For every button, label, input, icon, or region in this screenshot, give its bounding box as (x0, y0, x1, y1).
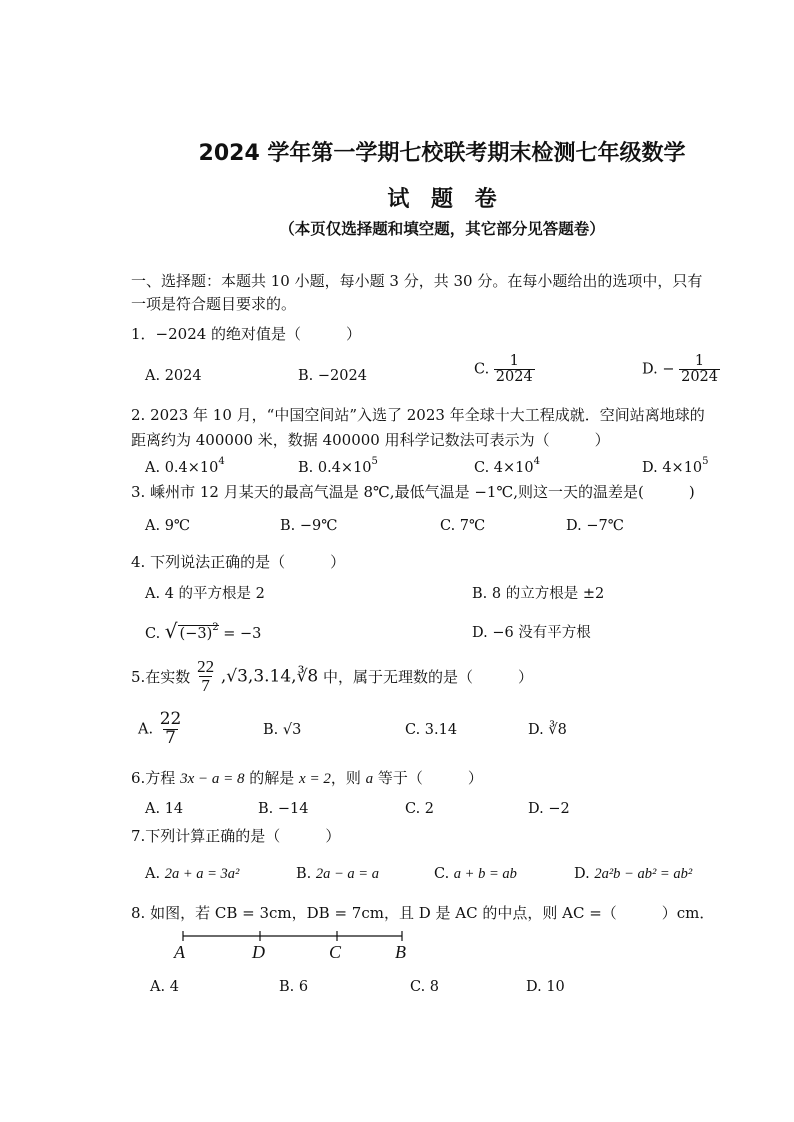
q5-suffix: 中，属于无理数的是（ ） (323, 667, 534, 686)
q7-c-label: C. (434, 866, 450, 882)
q7-d-expr: 2a²b − ab² = ab² (594, 866, 693, 882)
q5-stem (131, 658, 533, 695)
q2-c-base: C. 4×10 (474, 460, 534, 476)
q6-pre: 6.方程 (131, 769, 181, 787)
q5-a-fraction (158, 711, 184, 748)
q5-list: ,√3,3.14,∛8 (220, 666, 319, 687)
exam-title: 2024 学年第一学期七校联考期末检测七年级数学 (198, 141, 686, 166)
q7-option-a (145, 866, 239, 883)
q5-option-b: B. √3 (263, 722, 302, 738)
q4-option-b: B. 8 的立方根是 ±2 (472, 586, 605, 602)
q1-option-d (642, 354, 720, 385)
q7-d-label: D. (574, 866, 590, 882)
point-label-a: A (174, 942, 185, 962)
q1-option-c (474, 354, 535, 385)
q5-a-den: 7 (165, 727, 176, 748)
q5-fraction (195, 658, 216, 695)
q6-option-c: C. 2 (405, 801, 435, 817)
q6-option-d: D. −2 (528, 801, 570, 817)
q1-option-a: A. 2024 (145, 368, 202, 384)
q2-c-exp: 4 (533, 456, 540, 467)
q8-option-c: C. 8 (410, 979, 440, 995)
point-label-b: B (395, 942, 406, 962)
q8-option-a: A. 4 (150, 979, 179, 995)
q7-a-label: A. (145, 866, 161, 882)
q8-stem: 8. 如图，若 CB = 3cm，DB = 7cm，且 D 是 AC 的中点，则 AC =（ ）cm． (131, 904, 715, 922)
q2-stem-line1: 2. 2023 年 10 月，“中国空间站”入选了 2023 年全球十大工程成就．空间站离地球的 (131, 406, 705, 424)
radical-icon: √ (164, 619, 178, 643)
q4-c-radicand (178, 622, 219, 642)
point-label-c: C (329, 942, 342, 962)
q4-option-d: D. −6 没有平方根 (472, 625, 591, 641)
q4-option-c (145, 619, 261, 643)
point-label-d: D (252, 942, 265, 962)
q6-option-a: A. 14 (145, 801, 184, 817)
segment-diagram (174, 928, 414, 968)
q1-option-c-label: C. (474, 361, 490, 378)
q4-c-inner: (−3) (179, 626, 213, 642)
q4-c-rest: = −3 (218, 626, 262, 642)
q5-option-a (138, 711, 183, 748)
q5-a-num: 22 (159, 709, 182, 729)
q4-c-label: C. (145, 626, 161, 642)
exam-note: （本页仅选择题和填空题，其它部分见答题卷） (279, 220, 605, 238)
q7-a-expr: 2a + a = 3a² (164, 866, 240, 882)
q6-solution: x = 2 (299, 771, 331, 787)
q1-d-denominator: 2024 (681, 369, 718, 386)
q8-figure (174, 928, 414, 968)
q2-option-b (298, 456, 378, 476)
q3-stem: 3. 嵊州市 12 月某天的最高气温是 8℃,最低气温是 −1℃,则这一天的温差是( ) (131, 483, 695, 501)
q8-option-d: D. 10 (526, 979, 565, 995)
q7-b-label: B. (296, 866, 312, 882)
q5-prefix: 5.在实数 (131, 667, 191, 686)
q7-b-expr: 2a − a = a (315, 866, 379, 882)
q7-option-b (296, 866, 379, 883)
q2-a-exp: 4 (218, 456, 225, 467)
q5-fraction-den: 7 (201, 675, 210, 695)
q2-b-exp: 5 (371, 456, 378, 467)
q5-option-d: D. ∛8 (528, 722, 567, 738)
q3-option-c: C. 7℃ (440, 518, 486, 534)
q1-stem: 1．−2024 的绝对值是（ ） (131, 325, 362, 343)
section-intro-line2: 一项是符合题目要求的。 (131, 295, 297, 313)
q6-stem (131, 767, 483, 788)
q1-option-d-label: D. − (642, 361, 675, 378)
q3-option-a: A. 9℃ (145, 518, 191, 534)
q6-end: 等于（ ） (373, 769, 483, 787)
q2-option-d (642, 456, 709, 476)
q2-option-a (145, 456, 225, 476)
section-intro-line1: 一、选择题：本题共 10 小题，每小题 3 分，共 30 分。在每小题给出的选项中，只有 (131, 272, 703, 290)
q7-option-c (434, 866, 517, 883)
q6-var: a (365, 771, 374, 787)
q2-stem-line2: 距离约为 400000 米，数据 400000 用科学记数法可表示为（ ） (131, 431, 610, 449)
q8-option-b: B. 6 (279, 979, 309, 995)
q5-fraction-num: 22 (197, 657, 215, 676)
q5-a-label: A. (138, 721, 154, 738)
q1-c-numerator: 1 (509, 353, 519, 369)
q2-d-base: D. 4×10 (642, 460, 703, 476)
q6-equation: 3x − a = 8 (180, 771, 245, 787)
q6-post: ，则 (330, 769, 366, 787)
q4-option-a: A. 4 的平方根是 2 (145, 586, 265, 602)
q1-c-denominator: 2024 (495, 369, 533, 386)
q6-mid: 的解是 (244, 769, 300, 787)
q7-option-d (574, 866, 692, 883)
q7-stem: 7.下列计算正确的是（ ） (131, 827, 341, 845)
q1-option-b: B. −2024 (298, 368, 367, 384)
q6-option-b: B. −14 (258, 801, 309, 817)
q1-option-d-fraction (679, 354, 720, 385)
q2-option-c (474, 456, 540, 476)
q2-d-exp: 5 (702, 456, 709, 467)
q4-stem: 4. 下列说法正确的是（ ） (131, 553, 346, 571)
q1-d-numerator: 1 (694, 353, 705, 369)
q4-c-exp: 2 (212, 622, 219, 633)
q2-a-base: A. 0.4×10 (145, 460, 219, 476)
q7-c-expr: a + b = ab (453, 866, 517, 882)
q5-option-c: C. 3.14 (405, 722, 458, 738)
q3-option-d: D. −7℃ (566, 518, 624, 534)
q3-option-b: B. −9℃ (280, 518, 338, 534)
q1-option-c-fraction (494, 354, 535, 385)
exam-subtitle: 试 题 卷 (387, 187, 497, 212)
q2-b-base: B. 0.4×10 (298, 460, 372, 476)
